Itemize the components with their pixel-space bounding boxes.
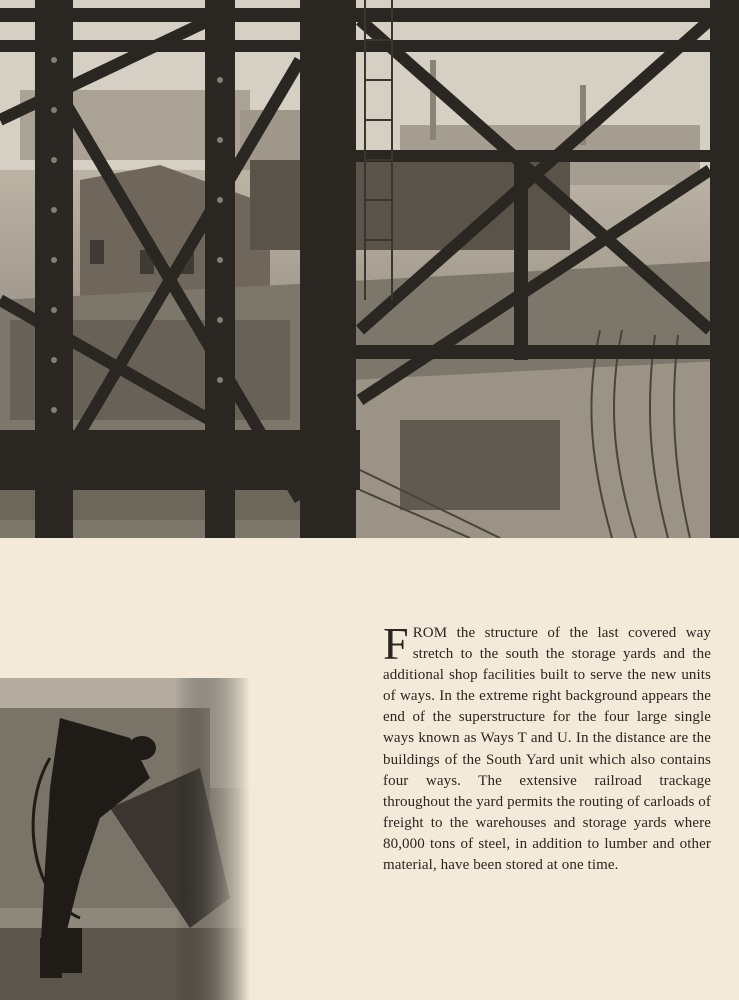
drop-cap-letter: F [383,618,409,669]
worker-with-hose-photo [0,678,250,1000]
caption-paragraph [383,618,711,876]
paragraph-body: the structure of the last covered way stretch to the south the storage yards and the additional shop facilities built to serve the new units of ways. In the extreme right background appears the end of the superstructure for the four large single ways known as Ways T and U. In the distance are the buildings of the South Yard unit which also contains four ways. The extensive railroad trackage throughout the yard permits the routing of carloads of freight to the warehouses and storage yards where 80,000 tons of steel, in addition to lumber and other material, have been stored at one time. [383,625,711,874]
lead-word: ROM [412,625,448,641]
